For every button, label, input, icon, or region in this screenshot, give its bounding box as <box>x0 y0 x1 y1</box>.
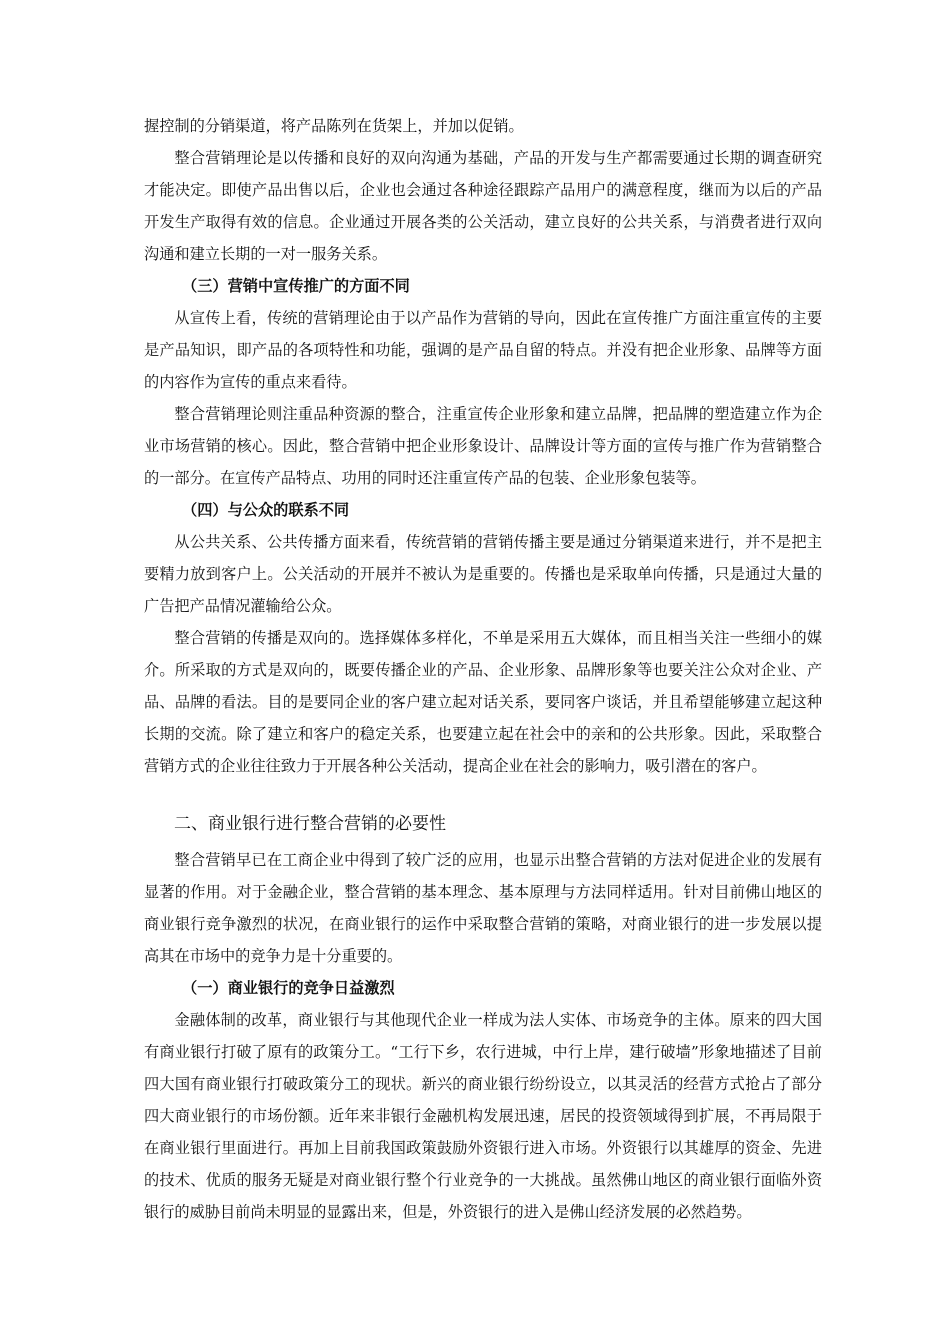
subheading-competition: （一）商业银行的竞争日益激烈 <box>182 979 395 997</box>
paragraph-continuation: 握控制的分销渠道，将产品陈列在货架上，并加以促销。 <box>144 117 524 135</box>
paragraph-integrated-promotion: 整合营销理论则注重品种资源的整合，注重宣传企业形象和建立品牌，把品牌的塑造建立作为企业市场营销的核心。因此，整合营销中把企业形象设计、品牌设计等方面的宣传与推广作为营销整合的一部分。在宣传产品特点、功用的同时还注重宣传产品的包装、企业形象包装等。 <box>144 405 822 487</box>
paragraph-integrated-marketing-communication: 整合营销理论是以传播和良好的双向沟通为基础，产品的开发与生产都需要通过长期的调查研究才能决定。即使产品出售以后，企业也会通过各种途径跟踪产品用户的满意程度，继而为以后的产品开发生产取得有效的信息。企业通过开展各类的公关活动，建立良好的公共关系，与消费者进行双向沟通和建立长期的一对一服务关系。 <box>144 149 822 263</box>
subheading-promotion-difference: （三）营销中宣传推广的方面不同 <box>182 277 410 295</box>
paragraph-integrated-communication-two-way: 整合营销的传播是双向的。选择媒体多样化，不单是采用五大媒体，而且相当关注一些细小的媒介。所采取的方式是双向的，既要传播企业的产品、企业形象、品牌形象等也要关注公众对企业、产品、品牌的看法。目的是要同企业的客户建立起对话关系，要同客户谈话，并且希望能够建立起这种长期的交流。除了建立和客户的稳定关系，也要建立起在社会中的亲和的公共形象。因此，采取整合营销方式的企业往往致力于开展各种公关活动，提高企业在社会的影响力，吸引潜在的客户。 <box>144 629 822 775</box>
paragraph-traditional-promotion: 从宣传上看，传统的营销理论由于以产品作为营销的导向，因此在宣传推广方面注重宣传的主要是产品知识，即产品的各项特性和功能，强调的是产品自留的特点。并没有把企业形象、品牌等方面的内容作为宣传的重点来看待。 <box>144 309 822 391</box>
subheading-public-relations-difference: （四）与公众的联系不同 <box>182 501 350 519</box>
paragraph-competition: 金融体制的改革，商业银行与其他现代企业一样成为法人实体、市场竞争的主体。原来的四大国有商业银行打破了原有的政策分工。“工行下乡，农行进城，中行上岸，建行破墙”形象地描述了目前四大国有商业银行打破政策分工的现状。新兴的商业银行纷纷设立，以其灵活的经营方式抢占了部分四大商业银行的市场份额。近年来非银行金融机构发展迅速，居民的投资领域得到扩展，不再局限于在商业银行里面进行。再加上目前我国政策鼓励外资银行进入市场。外资银行以其雄厚的资金、先进的技术、优质的服务无疑是对商业银行整个行业竞争的一大挑战。虽然佛山地区的商业银行面临外资银行的威胁目前尚未明显的显露出来，但是，外资银行的进入是佛山经济发展的必然趋势。 <box>144 1011 822 1221</box>
section-title-necessity: 二、商业银行进行整合营销的必要性 <box>174 814 446 834</box>
paragraph-necessity-intro: 整合营销早已在工商企业中得到了较广泛的应用，也显示出整合营销的方法对促进企业的发展有显著的作用。对于金融企业，整合营销的基本理念、基本原理与方法同样适用。针对目前佛山地区的商业银行竞争激烈的状况，在商业银行的运作中采取整合营销的策略，对商业银行的进一步发展以提高其在市场中的竞争力是十分重要的。 <box>144 851 822 965</box>
document-page <box>144 110 822 1228</box>
paragraph-traditional-public-relations: 从公共关系、公共传播方面来看，传统营销的营销传播主要是通过分销渠道来进行，并不是把主要精力放到客户上。公关活动的开展并不被认为是重要的。传播也是采取单向传播，只是通过大量的广告把产品情况灌输给公众。 <box>144 533 822 615</box>
